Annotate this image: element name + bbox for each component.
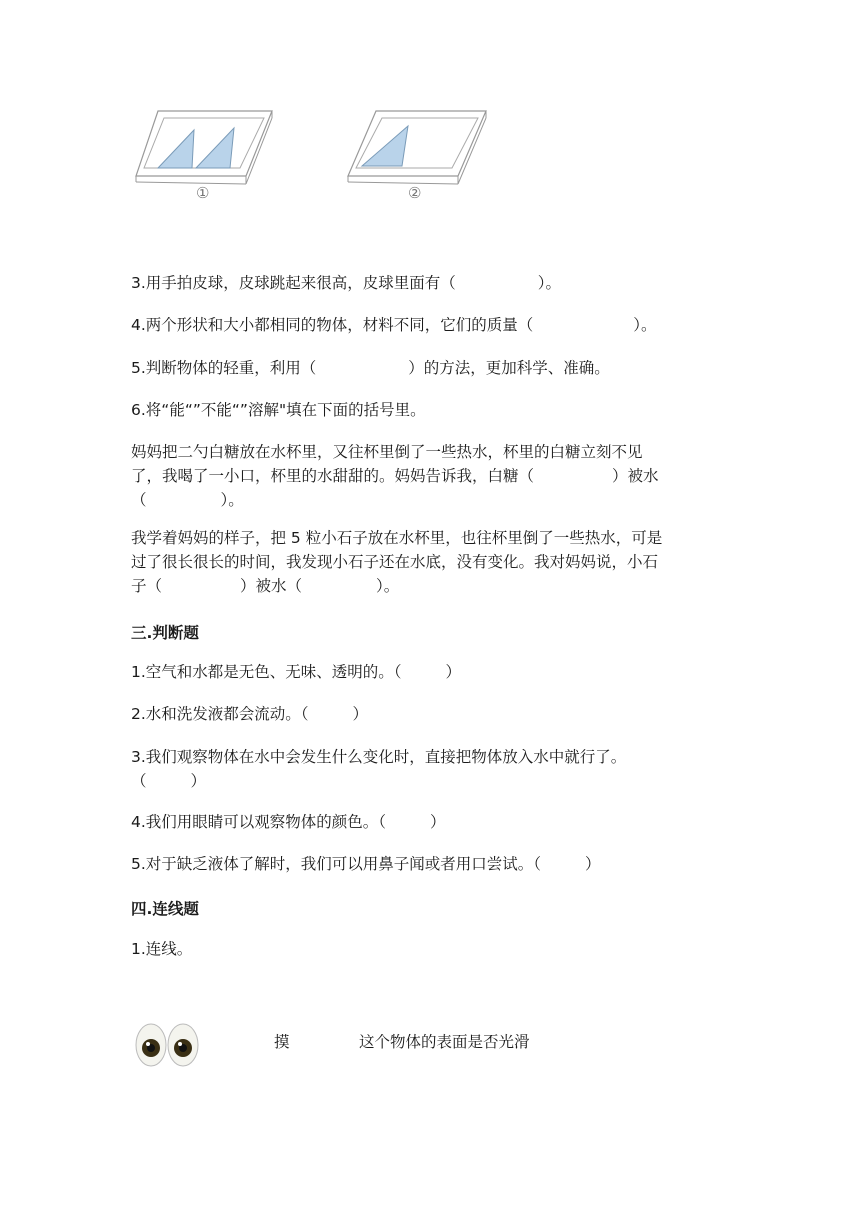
judge-item-text: 5.对于缺乏液体了解时，我们可以用鼻子闻或者用口尝试。（ (131, 855, 542, 873)
judge-item-1 (131, 661, 461, 683)
question-4-text: 4.两个形状和大小都相同的物体，材料不同，它们的质量（ (131, 316, 534, 334)
question-3 (131, 272, 561, 294)
judge-item-text: 3.我们观察物体在水中会发生什么变化时，直接把物体放入水中就行了。 (131, 748, 627, 766)
paragraph-line-end: ）。 (376, 577, 400, 595)
question-3-text: 3.用手拍皮球，皮球跳起来很高，皮球里面有（ (131, 274, 456, 292)
judge-item-close: ） (430, 813, 446, 831)
tray-with-one-triangle-image (346, 108, 491, 188)
paragraph-line: （ (131, 491, 147, 509)
story-paragraph-1 (131, 440, 721, 512)
judge-item-text: 2.水和洗发液都会流动。（ (131, 705, 309, 723)
question-4-end: ）。 (633, 316, 657, 334)
tray-figure-2 (346, 108, 491, 202)
judge-item-text: 1.空气和水都是无色、无味、透明的。（ (131, 663, 402, 681)
judge-item-close: ） (445, 663, 462, 681)
question-6: 6.将“能“”不能“”溶解"填在下面的括号里。 (131, 401, 426, 419)
judge-item-3 (131, 745, 626, 793)
judge-item-2 (131, 703, 368, 725)
story-paragraph-2 (131, 526, 721, 598)
judge-item-5 (131, 853, 601, 875)
question-4 (131, 314, 657, 336)
match-instruction: 1.连线。 (131, 940, 193, 958)
section-heading-judge: 三.判断题 (131, 624, 199, 642)
paragraph-line: ）被水（ (240, 577, 303, 595)
paragraph-line-end: ）被水 (612, 467, 659, 485)
tray-figure-1 (134, 108, 284, 202)
judge-item-4 (131, 811, 446, 833)
paragraph-line: 我学着妈妈的样子，把 5 粒小石子放在水杯里，也往杯里倒了一些热水，可是 (131, 529, 663, 547)
question-5-text: 5.判断物体的轻重，利用（ (131, 359, 317, 377)
judge-item-open: （ (131, 772, 147, 790)
paragraph-line: 子（ (131, 577, 163, 595)
figure-2-label: ② (408, 184, 422, 202)
figure-1-label: ① (196, 184, 210, 202)
paragraph-line-end: ）。 (220, 491, 244, 509)
question-5 (131, 357, 610, 379)
question-5-end: ）的方法，更加科学、准确。 (408, 359, 610, 377)
paragraph-line: 过了很长很长的时间，我发现小石子还在水底，没有变化。我对妈妈说，小石 (131, 553, 659, 571)
judge-item-close: ） (190, 772, 207, 790)
judge-item-text: 4.我们用眼睛可以观察物体的颜色。（ (131, 813, 387, 831)
paragraph-line: 妈妈把二勺白糖放在水杯里，又往杯里倒了一些热水，杯里的白糖立刻不见 (131, 443, 643, 461)
paragraph-line: 了，我喝了一小口，杯里的水甜甜的。妈妈告诉我，白糖（ (131, 467, 535, 485)
match-description[interactable]: 这个物体的表面是否光滑 (359, 1033, 530, 1051)
match-verb[interactable]: 摸 (274, 1033, 290, 1051)
judge-item-close: ） (585, 855, 601, 873)
judge-item-close: ） (352, 705, 369, 723)
eyes-icon (134, 1021, 204, 1073)
question-3-end: ）。 (537, 274, 562, 292)
tray-with-two-triangles-image (134, 108, 284, 188)
section-heading-match: 四.连线题 (131, 900, 199, 918)
